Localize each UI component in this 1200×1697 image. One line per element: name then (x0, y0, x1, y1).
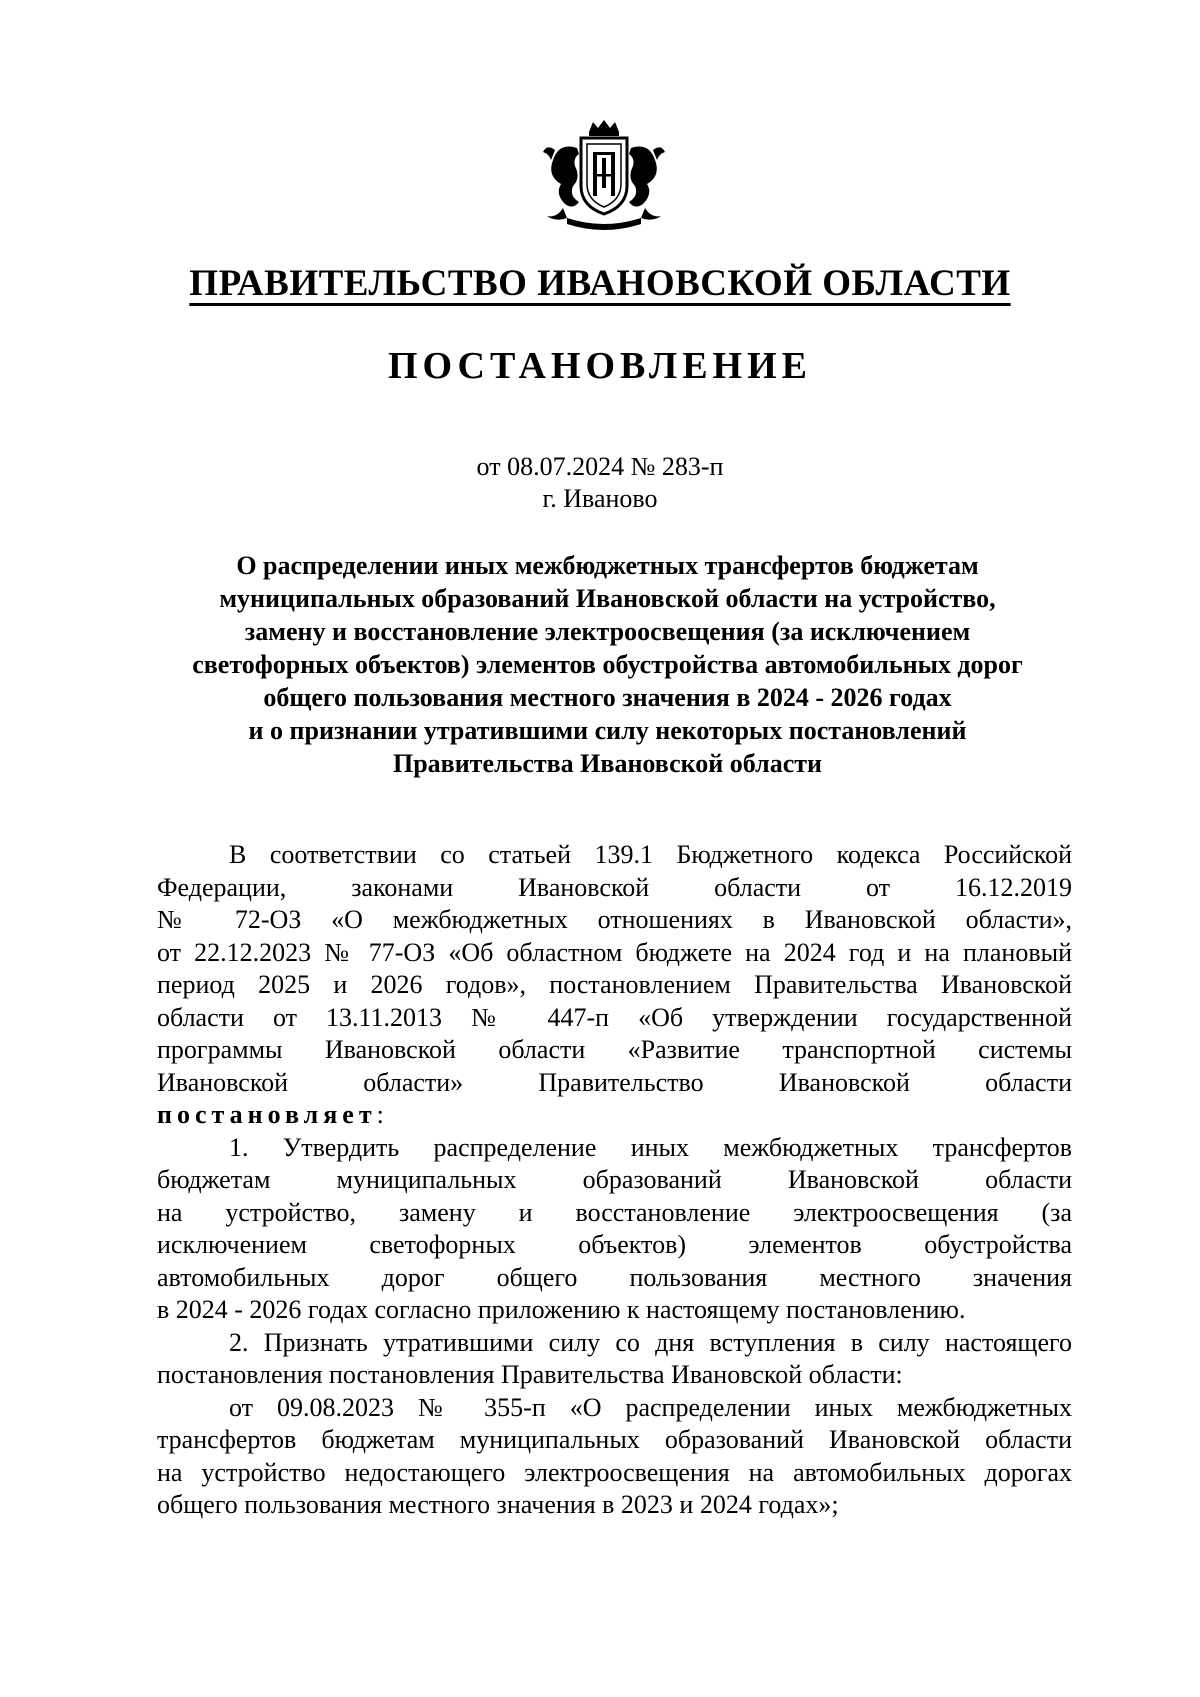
body-line: период 2025 и 2026 годов», постановлением Правительства Ивановской (157, 970, 1072, 999)
subject-line: светофорных объектов) элементов обустройства автомобильных дорог (192, 650, 1023, 679)
subject-line: Правительства Ивановской области (392, 749, 823, 778)
body-line: программы Ивановской области «Развитие транспортной системы (157, 1035, 1072, 1064)
date-and-number: от 08.07.2024 № 283-п (476, 452, 724, 481)
body-line: автомобильных дорог общего пользования местного значения (157, 1262, 1072, 1292)
body-line: В соответствии со статьей 139.1 Бюджетного кодекса Российской (229, 840, 1072, 869)
decree-colon: : (376, 1100, 384, 1129)
document-body (157, 839, 1072, 1522)
body-line: 2. Признать утратившими силу со дня вступления в силу настоящего (229, 1327, 1072, 1357)
item-2-subparagraph (157, 1392, 1072, 1522)
subject-line: замену и восстановление электроосвещения (за исключением (244, 617, 971, 646)
document-subject (150, 549, 1065, 780)
decree-word: постановляет (157, 1100, 377, 1129)
body-line: бюджетам муниципальных образований Ивановской области (157, 1165, 1072, 1194)
body-line: 1. Утвердить распределение иных межбюджетных трансфертов (229, 1132, 1072, 1162)
subject-line: О распределении иных межбюджетных трансфертов бюджетам (236, 551, 979, 580)
body-line: на устройство, замену и восстановление электроосвещения (за (157, 1197, 1072, 1227)
body-line: на устройство недостающего электроосвещения на автомобильных дорогах (157, 1457, 1072, 1487)
coat-of-arms-emblem (537, 118, 671, 230)
body-line: трансфертов бюджетам муниципальных образований Ивановской области (157, 1425, 1072, 1454)
body-line: № 72-ОЗ «О межбюджетных отношениях в Ивановской области», (157, 905, 1072, 934)
body-line: области от 13.11.2013 № 447-п «Об утверждении государственной (157, 1002, 1072, 1032)
body-line: постановления постановления Правительства Ивановской области: (157, 1360, 903, 1389)
subject-line: общего пользования местного значения в 2024 - 2026 годах (263, 683, 952, 712)
document-type-heading: ПОСТАНОВЛЕНИЕ (387, 345, 813, 387)
body-line: Федерации, законами Ивановской области от 16.12.2019 (157, 872, 1072, 902)
subject-line: и о признании утратившими силу некоторых постановлений (248, 716, 967, 745)
organization-title (0, 262, 1200, 305)
city: г. Иваново (542, 484, 658, 513)
body-line: от 22.12.2023 № 77-ОЗ «Об областном бюджете на 2024 год и на плановый (157, 937, 1072, 967)
item-2-paragraph (157, 1327, 1072, 1392)
decree-line (157, 1099, 1072, 1132)
body-line: в 2024 - 2026 годах согласно приложению к настоящему постановлению. (157, 1295, 966, 1324)
body-line: исключением светофорных объектов) элементов обустройства (157, 1230, 1072, 1259)
preamble-paragraph (157, 839, 1072, 1132)
body-line: от 09.08.2023 № 355-п «О распределении иных межбюджетных (229, 1392, 1072, 1422)
subject-line: муниципальных образований Ивановской области на устройство, (219, 584, 996, 613)
body-line: Ивановской области» Правительство Ивановской области (157, 1067, 1072, 1097)
organization-name: ПРАВИТЕЛЬСТВО ИВАНОВСКОЙ ОБЛАСТИ (189, 263, 1011, 304)
item-1-paragraph (157, 1132, 1072, 1327)
body-line: общего пользования местного значения в 2023 и 2024 годах»; (157, 1490, 839, 1519)
